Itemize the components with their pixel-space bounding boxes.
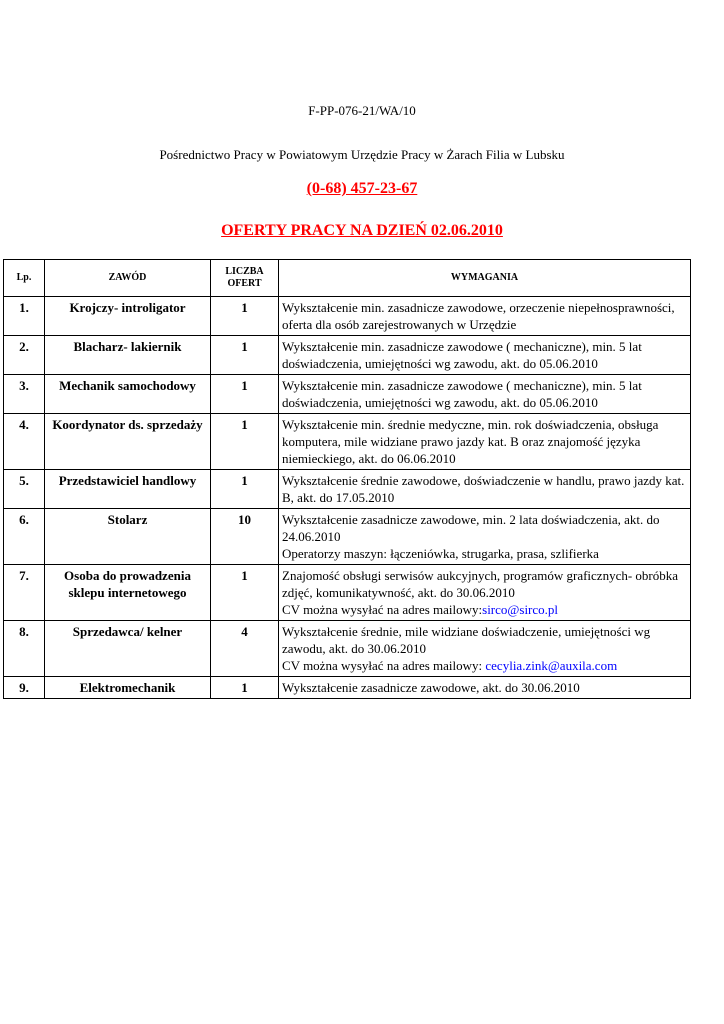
row-wymagania xyxy=(279,470,691,509)
row-zawod: Osoba do prowadzenia sklepu internetowego xyxy=(45,565,211,621)
row-wymagania xyxy=(279,375,691,414)
req-text: Znajomość obsługi serwisów aukcyjnych, programów graficznych- obróbka zdjęć, komunikatywność, akt. do 30.06.2010 xyxy=(282,568,679,600)
table-header-row xyxy=(4,260,691,297)
table-row xyxy=(4,414,691,470)
req-text: Wykształcenie średnie, mile widziane doświadczenie, umiejętności wg zawodu, akt. do 30.06.2010 xyxy=(282,624,651,656)
office-name: Pośrednictwo Pracy w Powiatowym Urzędzie Pracy w Żarach Filia w Lubsku xyxy=(159,147,565,162)
row-wymagania xyxy=(279,509,691,565)
row-wymagania xyxy=(279,677,691,699)
row-zawod: Elektromechanik xyxy=(45,677,211,699)
row-lp: 2. xyxy=(4,336,45,375)
header-zawod: ZAWÓD xyxy=(45,260,211,297)
row-lp: 7. xyxy=(4,565,45,621)
table-row xyxy=(4,297,691,336)
cv-line xyxy=(282,657,687,674)
row-liczba: 1 xyxy=(211,375,279,414)
row-liczba: 1 xyxy=(211,297,279,336)
row-liczba: 1 xyxy=(211,336,279,375)
table-row xyxy=(4,470,691,509)
header-liczba-line1: LICZBA xyxy=(225,266,264,277)
req-text: Operatorzy maszyn: łączeniówka, strugarka, prasa, szlifierka xyxy=(282,546,599,561)
row-lp: 6. xyxy=(4,509,45,565)
row-zawod: Blacharz- lakiernik xyxy=(45,336,211,375)
phone-number: (0-68) 457-23-67 xyxy=(306,180,418,197)
row-zawod: Stolarz xyxy=(45,509,211,565)
row-zawod: Koordynator ds. sprzedaży xyxy=(45,414,211,470)
row-lp: 9. xyxy=(4,677,45,699)
row-lp: 3. xyxy=(4,375,45,414)
row-liczba: 4 xyxy=(211,621,279,677)
row-zawod: Krojczy- introligator xyxy=(45,297,211,336)
header-liczba-line2: OFERT xyxy=(227,278,262,289)
header-lp: Lp. xyxy=(4,260,45,297)
req-text: Wykształcenie min. zasadnicze zawodowe ( mechaniczne), min. 5 lat doświadczenia, umiejętności wg zawodu, akt. do 05.06.2010 xyxy=(282,339,642,371)
cv-text: CV można wysyłać na adres mailowy: xyxy=(282,658,486,673)
table-row xyxy=(4,621,691,677)
header-wymagania: WYMAGANIA xyxy=(279,260,691,297)
row-lp: 1. xyxy=(4,297,45,336)
table-row xyxy=(4,565,691,621)
row-wymagania xyxy=(279,414,691,470)
table-row xyxy=(4,509,691,565)
row-liczba: 1 xyxy=(211,414,279,470)
row-wymagania xyxy=(279,621,691,677)
table-row xyxy=(4,336,691,375)
row-lp: 4. xyxy=(4,414,45,470)
row-wymagania xyxy=(279,336,691,375)
cv-line xyxy=(282,601,687,618)
row-zawod: Przedstawiciel handlowy xyxy=(45,470,211,509)
page-title: OFERTY PRACY NA DZIEŃ 02.06.2010 xyxy=(221,222,503,239)
row-liczba: 1 xyxy=(211,677,279,699)
row-liczba: 10 xyxy=(211,509,279,565)
header-liczba xyxy=(211,260,279,297)
row-wymagania xyxy=(279,565,691,621)
req-text: Wykształcenie średnie zawodowe, doświadczenie w handlu, prawo jazdy kat. B, akt. do 17.05.2010 xyxy=(282,473,685,505)
email-link[interactable]: sirco@sirco.pl xyxy=(482,602,559,617)
table-row xyxy=(4,677,691,699)
row-zawod: Sprzedawca/ kelner xyxy=(45,621,211,677)
document-code: F-PP-076-21/WA/10 xyxy=(308,103,416,118)
row-zawod: Mechanik samochodowy xyxy=(45,375,211,414)
row-wymagania xyxy=(279,297,691,336)
req-text: Wykształcenie zasadnicze zawodowe, min. 2 lata doświadczenia, akt. do 24.06.2010 xyxy=(282,512,660,544)
row-liczba: 1 xyxy=(211,565,279,621)
row-liczba: 1 xyxy=(211,470,279,509)
table-row xyxy=(4,375,691,414)
email-link[interactable]: cecylia.zink@auxila.com xyxy=(485,658,618,673)
req-text: Wykształcenie min. średnie medyczne, min. rok doświadczenia, obsługa komputera, mile widziane prawo jazdy kat. B oraz znajomość języka niemieckiego, akt. do 06.06.2010 xyxy=(282,417,659,466)
row-lp: 8. xyxy=(4,621,45,677)
req-text: Wykształcenie zasadnicze zawodowe, akt. do 30.06.2010 xyxy=(282,680,580,695)
row-lp: 5. xyxy=(4,470,45,509)
req-text: Wykształcenie min. zasadnicze zawodowe, orzeczenie niepełnosprawności, oferta dla osób zarejestrowanych w Urzędzie xyxy=(282,300,675,332)
job-offers-table xyxy=(3,259,691,699)
req-text: Wykształcenie min. zasadnicze zawodowe ( mechaniczne), min. 5 lat doświadczenia, umiejętności wg zawodu, akt. do 05.06.2010 xyxy=(282,378,642,410)
cv-text: CV można wysyłać na adres mailowy: xyxy=(282,602,483,617)
